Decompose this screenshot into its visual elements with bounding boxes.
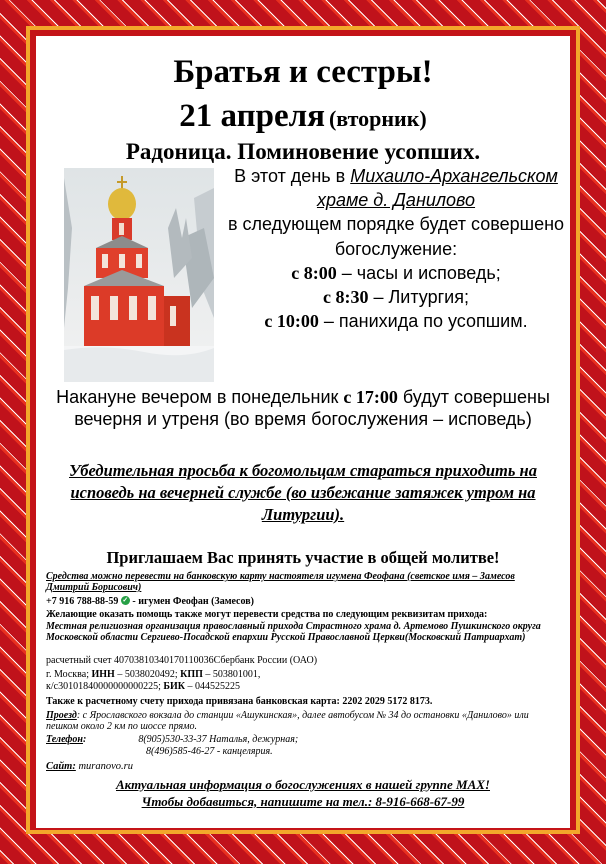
church-photo	[64, 168, 214, 382]
phones-label: Телефон	[46, 734, 83, 745]
phone-duty[interactable]: 8(905)530-33-37 Наталья, дежурная;	[138, 734, 299, 745]
date-line	[36, 96, 570, 142]
kpp-label: КПП	[180, 669, 203, 680]
donation-card-line	[46, 571, 560, 593]
site-link[interactable]: muranovo.ru	[75, 761, 134, 772]
site-label: Сайт:	[46, 761, 76, 772]
ks-bik-line	[46, 681, 560, 692]
schedule-block	[226, 164, 566, 333]
card-line-text: Средства можно перевести на банковскую карту настоятеля игумена Феофана (светское имя – Замесов Дмитрий Борисович)	[46, 571, 515, 593]
church-name-link[interactable]: Михаило-Архангельском храме д. Данилово	[316, 166, 558, 211]
date: 21 апреля	[179, 98, 325, 134]
bank-account: расчетный счет 40703810340170110036Сбербанк России (ОАО)	[46, 655, 318, 666]
site-line	[46, 761, 560, 772]
service-2: – Литургия;	[368, 287, 469, 308]
prayer-invitation: Приглашаем Вас принять участие в общей молитве!	[106, 548, 500, 567]
time-3: с 10:00	[264, 311, 319, 332]
bik-value: – 044525225	[185, 681, 240, 692]
eve-time: с 17:00	[343, 387, 398, 407]
check-icon: ✓	[122, 596, 129, 604]
travel-info	[46, 710, 560, 732]
footer-line-2: Чтобы добавиться, напишите на тел.: 8-916-668-67-99	[141, 794, 465, 809]
inn-kpp-line	[46, 669, 560, 680]
greeting-title: Братья и сестры!	[173, 54, 433, 90]
phones-line-2	[46, 746, 560, 757]
eve-text-a: Накануне вечером в понедельник	[56, 387, 344, 407]
schedule-intro: В этот день в	[234, 166, 351, 186]
travel-label: Проезд	[46, 710, 77, 721]
inn-value: – 5038020492;	[114, 669, 181, 680]
bik-label: БИК	[163, 681, 185, 692]
footer-line-1: Актуальная информация о богослужениях в нашей группе МАХ!	[116, 777, 490, 792]
phone-office[interactable]: 8(496)585-46-27 - канцелярия.	[146, 746, 273, 757]
eve-service-text	[36, 386, 570, 430]
phone-number[interactable]: +7 916 788-88-59	[46, 596, 119, 607]
phones-colon: :	[82, 734, 87, 745]
organization-name: Местная религиозная организация православный прихода Страстного храма д. Артемово Пушкинского округа Московской области Сергиево-Посадской епархии Русской Православной Церкви(Московский Патриархат)	[46, 621, 541, 643]
confession-plea: Убедительная просьба к богомольцам стараться приходить на исповедь на вечерней службе (во избежание затяжек утром на Литургии).	[69, 461, 537, 524]
service-1: – часы и исповедь;	[336, 262, 501, 283]
service-3: – панихида по усопшим.	[318, 311, 528, 332]
weekday: (вторник)	[328, 106, 427, 131]
occasion-title: Радоница. Поминовение усопших.	[125, 139, 481, 164]
notice-page	[36, 36, 570, 828]
requisites-intro: Желающие оказать помощь также могут перевести средства по следующим реквизитам прихода:	[46, 609, 488, 620]
phones-line-1	[46, 734, 560, 745]
time-1: с 8:00	[291, 262, 337, 283]
city: г. Москва;	[46, 669, 92, 680]
phone-owner: - игумен Феофан (Замесов)	[132, 596, 254, 607]
kpp-value: – 503801001,	[202, 669, 261, 680]
card-bound-line: Также к расчетному счету прихода привязана банковская карта: 2202 2029 5172 8173.	[46, 696, 433, 707]
eve-text-b: будут совершены вечерня и утреня (во время богослужения – исповедь)	[74, 387, 550, 429]
schedule-intro-cont: в следующем порядке будет совершено богослужение:	[227, 214, 565, 259]
travel-text: : с Ярославского вокзала до станции «Ашукинская», далее автобусом № 34 до остановки «Данилово» или пешком около 2 км по шоссе прямо.	[46, 710, 529, 732]
time-2: с 8:30	[323, 287, 369, 308]
ks-value: к/с30101840000000000225;	[46, 681, 164, 692]
inn-label: ИНН	[91, 669, 115, 680]
phone-line	[46, 596, 560, 607]
